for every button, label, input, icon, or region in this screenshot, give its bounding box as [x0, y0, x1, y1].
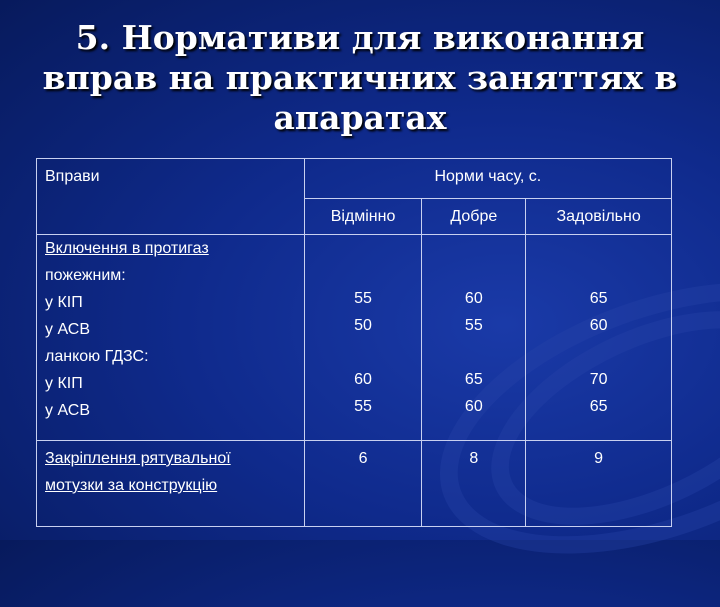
value-cell: 50	[354, 317, 372, 334]
row-gasmask-exercise	[37, 235, 305, 441]
header-excellent: Відмінно	[304, 199, 422, 235]
row-gasmask-line: у КІП	[45, 375, 83, 392]
row-gasmask-good	[422, 235, 526, 441]
value-cell: 60	[464, 398, 483, 415]
row-gasmask-line: пожежним:	[45, 267, 126, 284]
row-gasmask-line: у КІП	[45, 294, 83, 311]
row-gasmask-title: Включення в протигаз	[45, 240, 209, 257]
row-gasmask-line: у АСВ	[45, 321, 90, 338]
value-cell: 60	[354, 371, 372, 388]
value-cell: 65	[464, 371, 483, 388]
value-cell: 60	[589, 317, 608, 334]
value-cell: 70	[589, 371, 608, 388]
title-line-2: вправ на практичних заняттях в	[42, 58, 678, 97]
row-gasmask-satisfactory	[526, 235, 672, 441]
slide-title	[20, 18, 700, 138]
norms-table	[36, 158, 672, 527]
row-rope-good: 8	[422, 441, 526, 527]
value-cell: 55	[464, 317, 483, 334]
row-rope-exercise	[37, 441, 305, 527]
row-rope-satisfactory: 9	[526, 441, 672, 527]
value-cell: 65	[589, 290, 608, 307]
row-gasmask-line: ланкою ГДЗС:	[45, 348, 149, 365]
title-line-3: апаратах	[273, 98, 447, 137]
value-cell: 55	[354, 290, 372, 307]
header-satisfactory: Задовільно	[526, 199, 672, 235]
value-cell: 60	[464, 290, 483, 307]
row-rope-excellent: 6	[304, 441, 422, 527]
header-exercises-label: Вправи	[45, 168, 100, 185]
value-cell: 65	[589, 398, 608, 415]
title-line-1: 5. Нормативи для виконання	[75, 18, 645, 57]
row-rope-title-line-2: мотузки за конструкцію	[45, 477, 218, 494]
row-rope-title-line-1: Закріплення рятувальної	[45, 450, 231, 467]
header-norms-label: Норми часу, с.	[434, 168, 542, 185]
header-exercises	[37, 159, 305, 235]
value-cell: 55	[354, 398, 372, 415]
row-gasmask-excellent	[304, 235, 422, 441]
header-good: Добре	[422, 199, 526, 235]
row-gasmask-line: у АСВ	[45, 402, 90, 419]
header-norms	[304, 159, 671, 199]
